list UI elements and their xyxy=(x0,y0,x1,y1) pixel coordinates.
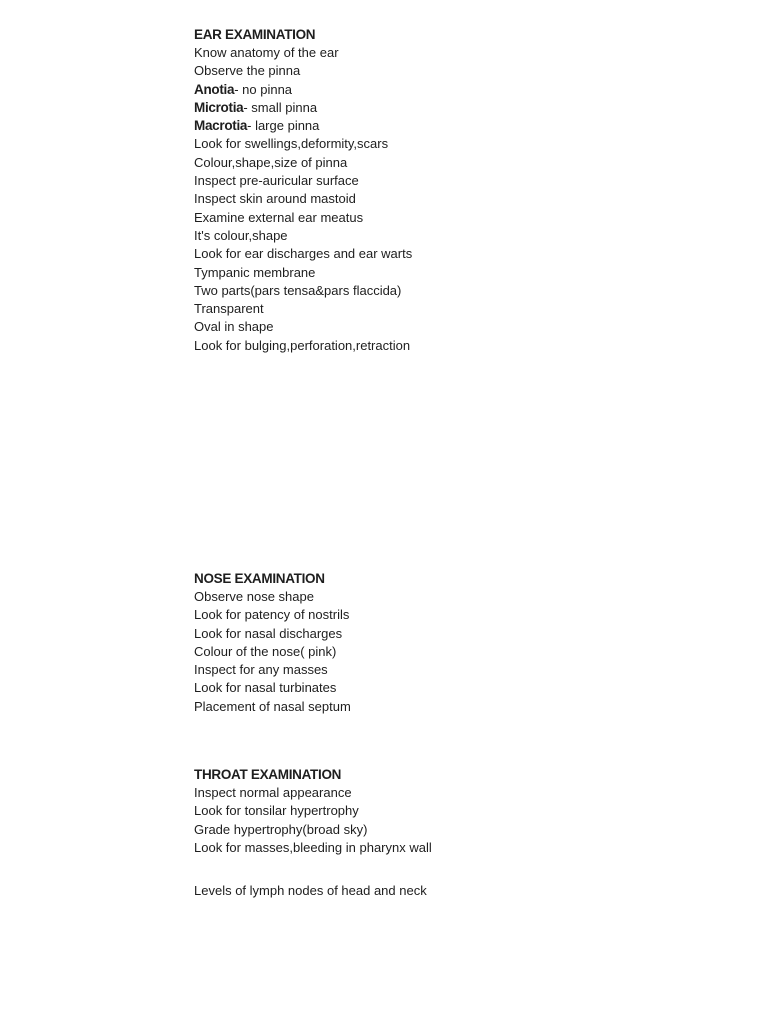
nose-line: Placement of nasal septum xyxy=(194,698,351,714)
ear-examination-section xyxy=(194,26,714,355)
term-macrotia: Macrotia xyxy=(194,118,248,134)
term-microtia-desc: - small pinna xyxy=(243,99,318,115)
throat-examination-heading: THROAT EXAMINATION xyxy=(194,767,342,782)
ear-line: Colour,shape,size of pinna xyxy=(194,154,348,170)
ear-term-line-microtia xyxy=(194,99,714,117)
term-macrotia-desc: - large pinna xyxy=(247,118,320,134)
throat-line: Inspect normal appearance xyxy=(194,785,352,800)
ear-line: Look for bulging,perforation,retraction xyxy=(194,337,411,353)
ear-line: Transparent xyxy=(194,301,264,317)
ear-line: It's colour,shape xyxy=(194,227,288,243)
nose-line: Inspect for any masses xyxy=(194,662,328,678)
nose-line: Look for patency of nostrils xyxy=(194,607,350,623)
ear-line: Oval in shape xyxy=(194,319,274,335)
nose-line: Colour of the nose( pink) xyxy=(194,643,337,659)
ear-line: Examine external ear meatus xyxy=(194,209,364,225)
ear-line: Inspect pre-auricular surface xyxy=(194,173,359,189)
ear-line: Two parts(pars tensa&pars flaccida) xyxy=(194,282,402,298)
ear-line: Know anatomy of the ear xyxy=(194,45,339,60)
ear-term-line-macrotia xyxy=(194,117,714,135)
throat-line: Look for masses,bleeding in pharynx wall xyxy=(194,839,432,855)
lymph-nodes-line: Levels of lymph nodes of head and neck xyxy=(194,883,427,898)
term-anotia: Anotia xyxy=(194,81,235,97)
ear-line: Observe the pinna xyxy=(194,63,301,79)
nose-line: Look for nasal discharges xyxy=(194,625,343,641)
ear-line: Look for ear discharges and ear warts xyxy=(194,246,413,262)
throat-line: Grade hypertrophy(broad sky) xyxy=(194,821,368,837)
throat-examination-section xyxy=(194,766,714,857)
term-microtia: Microtia xyxy=(194,99,244,115)
nose-examination-section xyxy=(194,570,714,716)
ear-line: Tympanic membrane xyxy=(194,264,316,280)
ear-line: Inspect skin around mastoid xyxy=(194,191,356,207)
nose-examination-heading: NOSE EXAMINATION xyxy=(194,571,325,586)
nose-line: Observe nose shape xyxy=(194,589,314,604)
ear-term-line-anotia xyxy=(194,81,714,99)
ear-examination-heading: EAR EXAMINATION xyxy=(194,27,316,42)
ear-line: Look for swellings,deformity,scars xyxy=(194,136,389,152)
nose-line: Look for nasal turbinates xyxy=(194,680,337,696)
throat-line: Look for tonsilar hypertrophy xyxy=(194,803,359,819)
term-anotia-desc: - no pinna xyxy=(234,81,293,97)
